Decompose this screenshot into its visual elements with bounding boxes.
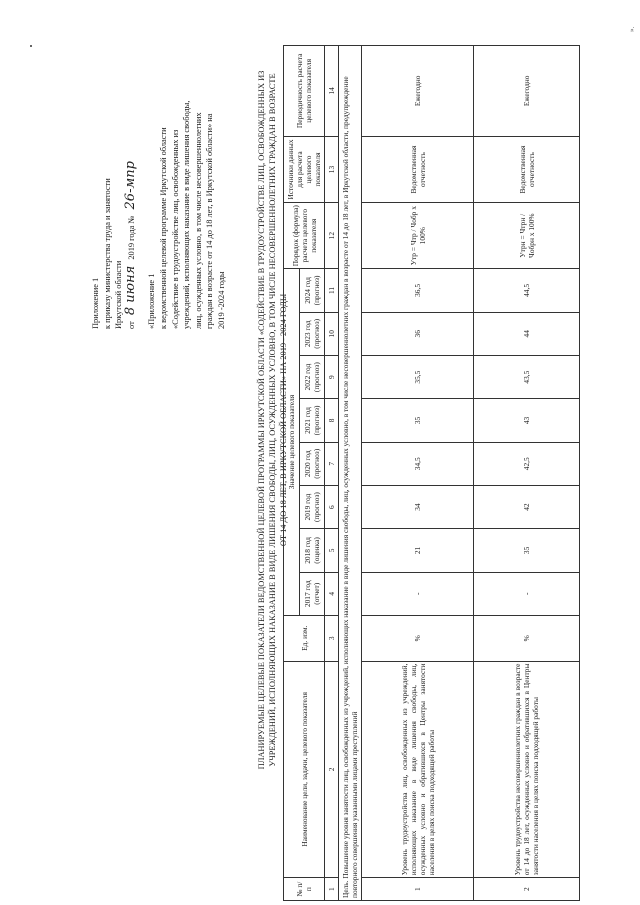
table-header-row — [284, 36, 300, 901]
col-header-year: 2018 год (оценка) — [299, 529, 325, 572]
col-header-year: 2024 год (прогноз) — [299, 269, 325, 312]
column-number: 9 — [325, 355, 339, 398]
column-number: 11 — [325, 269, 339, 312]
column-number: 12 — [325, 203, 339, 269]
row-unit: % — [362, 615, 474, 661]
goal-row — [339, 36, 362, 901]
row-source: Ведомственная отчетность — [474, 136, 580, 202]
date-prefix: от — [126, 321, 136, 329]
row-num: 2 — [474, 878, 580, 901]
col-header-values: Значение целевого показателя — [284, 269, 300, 616]
row-value: - — [362, 572, 474, 615]
table-row — [362, 36, 474, 901]
row-value: - — [474, 572, 580, 615]
indicators-table — [283, 36, 580, 901]
header-line: к приказу министерства труда и занятости — [102, 178, 112, 329]
row-value: 34,5 — [362, 442, 474, 485]
row-value: 21 — [362, 529, 474, 572]
col-header-name: Наименование цели, задачи, целевого показателя — [284, 661, 325, 878]
closing-quote-mark: ». — [628, 26, 636, 32]
col-header-year: 2019 год (прогноз) — [299, 485, 325, 528]
column-number: 6 — [325, 485, 339, 528]
table-row — [474, 36, 580, 901]
column-number: 2 — [325, 661, 339, 878]
col-header-year: 2022 год (прогноз) — [299, 355, 325, 398]
col-header-period: Периодичность расчета целевого показателя — [284, 45, 325, 136]
date-year: 2019 года № — [126, 215, 136, 260]
row-value: 35 — [362, 399, 474, 442]
header-line: Иркутской области — [114, 260, 124, 329]
row-value: 44,5 — [474, 269, 580, 312]
appendix-line: учреждений, исполняющих наказание в виде лишения свободы, — [182, 100, 192, 329]
column-numbers-row — [325, 36, 339, 901]
column-number: 8 — [325, 399, 339, 442]
row-value: 35,5 — [362, 355, 474, 398]
row-period: Ежегодно — [474, 45, 580, 136]
row-value: 36,5 — [362, 269, 474, 312]
col-header-num: № п/п — [284, 878, 325, 901]
approval-header — [90, 29, 228, 329]
row-value: 42 — [474, 485, 580, 528]
row-value: 43 — [474, 399, 580, 442]
row-formula: Утрн = Чтрн / Чобрн х 100% — [474, 203, 580, 269]
column-number: 4 — [325, 572, 339, 615]
header-line: Приложение 1 — [91, 277, 100, 329]
column-number: 3 — [325, 615, 339, 661]
handwritten-number: 26-мпр — [122, 161, 138, 210]
appendix-line: лиц, осужденных условно, в том числе несовершеннолетних — [193, 112, 203, 329]
row-value: 42,5 — [474, 442, 580, 485]
column-number: 1 — [325, 878, 339, 901]
column-number: 13 — [325, 136, 339, 202]
col-header-formula: Порядок (формула) расчета целевого показателя — [284, 203, 325, 269]
col-header-source: Источники данных для расчета целевого показателя — [284, 136, 325, 202]
row-name: Уровень трудоустройства несовершеннолетних граждан в возрасте от 14 до 18 лет, осужденных условно и обратившихся в Центры занятости населения в целях поиска подходящей работы — [474, 661, 580, 878]
appendix-line: «Содействие в трудоустройстве лиц, освобожденных из — [170, 129, 180, 329]
col-header-year: 2017 год (отчет) — [299, 572, 325, 615]
scan-speck — [30, 45, 32, 47]
row-value: 43,5 — [474, 355, 580, 398]
order-date-line — [122, 29, 138, 329]
document-title: ПЛАНИРУЕМЫЕ ЦЕЛЕВЫЕ ПОКАЗАТЕЛИ ВЕДОМСТВЕННОЙ ЦЕЛЕВОЙ ПРОГРАММЫ ИРКУТСКОЙ ОБЛАСТИ «СОДЕЙСТВИЕ В ТРУДОУСТРОЙСТВЕ ЛИЦ, ОСВОБОЖДЕННЫХ ИЗ УЧРЕЖДЕНИЙ, ИСПОЛНЯЮЩИХ НАКАЗАНИЕ В ВИДЕ ЛИШЕНИЯ СВОБОДЫ, ЛИЦ, ОСУЖДЕННЫХ УСЛОВНО, В ТОМ ЧИСЛЕ НЕСОВЕРШЕННОЛЕТНИХ ГРАЖДАН В ВОЗРАСТЕ ОТ 14 ДО 18 ЛЕТ, В ИРКУТСКОЙ ОБЛАСТИ» НА 2019 - 2024 ГОДЫ — [257, 70, 288, 770]
row-num: 1 — [362, 878, 474, 901]
column-number: 14 — [325, 45, 339, 136]
row-value: 34 — [362, 485, 474, 528]
appendix-line: граждан в возрасте от 14 до 18 лет, в Иркутской области» на — [205, 113, 215, 329]
handwritten-date: 8 июня — [122, 265, 138, 316]
row-name: Уровень трудоустройства лиц, освобожденных из учреждений, исполняющих наказание в виде лишения свободы, лиц, осужденных условно и обратившихся в Центры занятости населения в целях поиска подходящей работы — [362, 661, 474, 878]
goal-text: Цель. Повышение уровня занятости лиц, освобожденных из учреждений, исполняющих наказание в виде лишения свободы, лиц, осужденных условно, в том числе несовершеннолетних граждан в возрасте от 14 до 18 лет, в Иркутской области, предупреждение повторного совершения указанными лицами преступлений — [339, 45, 362, 900]
row-value: 36 — [362, 312, 474, 355]
col-header-unit: Ед. изм. — [284, 615, 325, 661]
column-number: 10 — [325, 312, 339, 355]
row-source: Ведомственная отчетность — [362, 136, 474, 202]
appendix-line: 2019 -2024 годы — [216, 271, 226, 329]
col-header-year: 2020 год (прогноз) — [299, 442, 325, 485]
row-unit: % — [474, 615, 580, 661]
column-number: 5 — [325, 529, 339, 572]
col-header-year: 2021 год (прогноз) — [299, 399, 325, 442]
row-formula: Утр = Чтр / Чобр х 100% — [362, 203, 474, 269]
row-value: 35 — [474, 529, 580, 572]
appendix-line: «Приложение 1 — [147, 273, 157, 329]
row-value: 44 — [474, 312, 580, 355]
appendix-line: к ведомственной целевой программе Иркутской области — [158, 127, 168, 329]
row-period: Ежегодно — [362, 45, 474, 136]
column-number: 7 — [325, 442, 339, 485]
col-header-year: 2023 год (прогноз) — [299, 312, 325, 355]
